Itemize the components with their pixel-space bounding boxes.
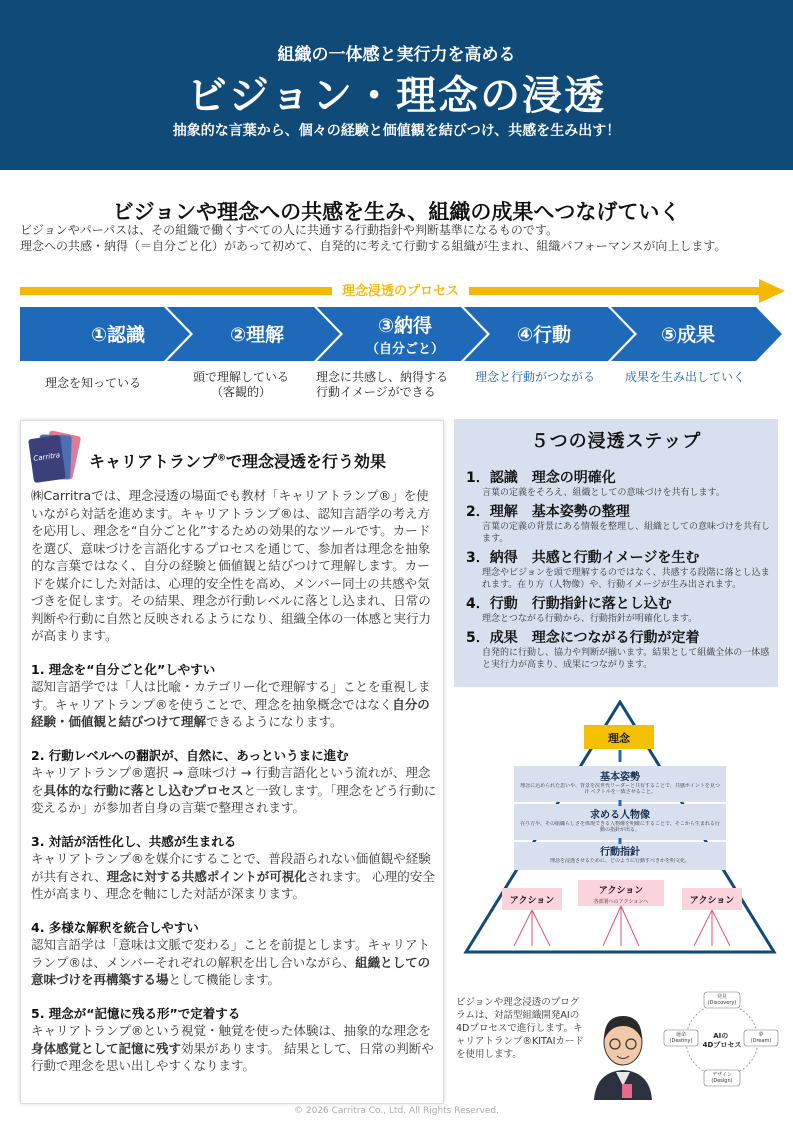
- process-step-4-desc: 理念と行動がつながる: [474, 370, 595, 384]
- effect-text-3: キャリアトランプ®を媒介にすることで、普段語られない価値観や経験が共有され、理念に対する共感ポイントが可視化されます。 心理的安全性が高まり、理念を軸にした対話が深まります。: [31, 851, 435, 901]
- arrow-right-icon: [759, 279, 785, 303]
- list-item: 5．成果 理念につながる行動が定着 自発的に行動し、協力や判断が揃います。結果として組織全体の一体感と実行力が高まり、成果につながります。: [466, 630, 770, 670]
- cycle-node-discovery-line-1: 発見: [716, 994, 728, 1000]
- header-tagline: 抽象的な言葉から、個々の経験と価値観を結びつけ、共感を生み出す！: [172, 123, 621, 139]
- header-banner: [0, 0, 793, 170]
- pyramid-action-2-label: アクション: [598, 886, 644, 896]
- list-item: 4．行動 行動指針に落とし込む 理念とつながる行動から、行動指針が明確化します。: [466, 596, 698, 624]
- list-item: 3．納得 共感と行動イメージを生む 理念やビジョンを頭で理解するのではなく、共感する段階に落とし込まれます。在り方（人物像）や、行動イメージが生み出されます。: [466, 550, 770, 590]
- process-arrow: [20, 279, 785, 303]
- process-step-4-label: ④行動: [516, 324, 572, 346]
- cycle-node-design-line-1: デザイン: [712, 1072, 732, 1078]
- process-step-5-desc: 成果を生み出していく: [624, 370, 745, 384]
- pyramid-level-3-title: 行動指針: [600, 847, 640, 858]
- five-steps-panel: [454, 419, 778, 687]
- section-headline: ビジョンや理念への共感を生み、組織の成果へつなげていく: [112, 200, 681, 224]
- program-note: ビジョンや理念浸透のプログラムは、対話型組織開発AIの4Dプロセスで進行します。キャリアトランプ®KITAIカードを使用します。: [456, 997, 584, 1060]
- pyramid-level-2-title: 求める人物像: [590, 810, 650, 821]
- cycle-center-line-2: 4Dプロセス: [702, 1041, 742, 1049]
- pyramid-action-1-label: アクション: [509, 896, 555, 906]
- pyramid-level-1-desc: 理念に込められた思いや、背景を次世代リーダーと共有することで、共感ポイントを見つけ ベクトルを一致させること。: [520, 783, 720, 795]
- career-trump-logo: [27, 429, 87, 483]
- presenter-illustration: [588, 1000, 658, 1100]
- process-label: 理念浸透のプロセス: [332, 280, 469, 299]
- page-title: ビジョン・理念の浸透: [186, 72, 607, 119]
- effect-heading-2: 2. 行動レベルへの翻訳が、自然に、あっというまに進む: [31, 747, 349, 763]
- cycle-center-line-1: AIの: [713, 1032, 729, 1040]
- cycle-node-discovery-line-2: (Discovery): [707, 1000, 737, 1006]
- effect-text-5: キャリアトランプ®という視覚・触覚を使った体験は、抽象的な理念を身体感覚として記憶に残す効果があります。 結果として、日常の判断や行動で理念を思い出しやすくなります。: [31, 1023, 434, 1073]
- pyramid-level-2-desc: 在り方や、その組織らしさを体現できる人物像を明確にすることで、そこから生まれる行動の指針が出る。: [520, 821, 720, 833]
- cycle-center-label: [703, 1032, 742, 1049]
- pyramid-action-2-sub: 各部署へのアクションへ: [593, 899, 649, 905]
- intro-text: [20, 222, 772, 254]
- pyramid-level-3-desc: 理念を浸透させるために、どのように行動すべきかを明文化。: [550, 858, 690, 864]
- effect-text-4: 認知言語学は「意味は文脈で変わる」ことを前提とします。キャリアトランプ®は、メンバーそれぞれの解釈を出し合いながら、組織としての意味づけを再構築する場として機能します。: [31, 937, 431, 987]
- process-step-1-label: ①認識: [90, 324, 146, 346]
- process-step-1-desc: 理念を知っている: [44, 376, 141, 390]
- presenter-cards: [622, 1084, 632, 1098]
- process-step-2-desc: 頭で理解している （客観的）: [192, 370, 289, 399]
- process-step-3-sub: （自分ごと）: [365, 342, 444, 357]
- cycle-node-destiny-line-1: 運命: [675, 1032, 687, 1038]
- effect-heading-4: 4. 多様な解釈を統合しやすい: [31, 919, 199, 935]
- cycle-node-design-line-2: (Design): [711, 1078, 733, 1084]
- intro-line-2: 理念への共感・納得（＝自分ごと化）があって初めて、自発的に考えて行動する組織が生まれ、組織パフォーマンスが向上します。: [20, 239, 727, 253]
- header-subtitle: 組織の一体感と実行力を高める: [277, 45, 516, 65]
- process-step-5-label: ⑤成果: [660, 324, 716, 346]
- effect-text-2: キャリアトランプ®選択 → 意味づけ → 行動言語化という流れが、理念を具体的な行動に落とし込むプロセスと一致します。「理念をどう行動に変えるか」が参加者自身の言葉で整理されます。: [31, 765, 437, 815]
- process-step-3-desc: 理念に共感し、納得する 行動イメージができる: [316, 370, 449, 399]
- effect-heading-5: 5. 理念が“記憶に残る形”で定着する: [31, 1005, 241, 1021]
- logo-text: Carritra: [28, 435, 66, 483]
- effects-panel: [20, 420, 444, 1104]
- cycle-node-destiny-line-2: (Destiny): [669, 1038, 693, 1044]
- effect-text-1: 認知言語学では「人は比喩・カテゴリー化で理解する」ことを重視します。キャリアトランプ®を使うことで、理念を抽象概念ではなく自分の経験・価値観と結びつけて理解できるようになります。: [31, 679, 431, 729]
- effect-heading-3: 3. 対話が活性化し、共感が生まれる: [31, 833, 237, 849]
- process-step-2-label: ②理解: [229, 324, 285, 346]
- cycle-node-dream-line-2: (Dream): [750, 1038, 772, 1044]
- list-item: 2．理解 基本姿勢の整理 言葉の定義の背景にある情報を整理し、組織としての意味づけを共有します。: [466, 504, 771, 544]
- cycle-node-dream-line-1: 夢: [758, 1032, 764, 1038]
- five-steps-list: [466, 469, 772, 675]
- list-item: 1．認識 理念の明確化 言葉の定義をそろえ、組織としての意味づけを共有します。: [466, 470, 725, 498]
- process-step-3-label: ③納得 （自分ごと）: [345, 311, 465, 357]
- effects-body: [31, 487, 439, 1075]
- intro-line-1: ビジョンやパーパスは、その組織で働くすべての人に共通する行動指針や判断基準になるものです。: [20, 223, 558, 237]
- pyramid-level-1-title: 基本姿勢: [600, 772, 640, 783]
- effect-heading-1: 1. 理念を“自分ごと化”しやすい: [31, 661, 216, 677]
- ai-4d-cycle: [660, 990, 780, 1090]
- five-steps-title: ５つの浸透ステップ: [530, 431, 702, 452]
- copyright-footer: © 2026 Carritra Co., Ltd. All Rights Reserved.: [294, 1106, 499, 1116]
- pyramid-top-label: 理念: [608, 732, 630, 745]
- philosophy-pyramid: [462, 700, 778, 955]
- cycle-node-design: [711, 1071, 732, 1084]
- effects-title: キャリアトランプ®で理念浸透を行う効果: [89, 452, 387, 471]
- effects-lead: ㈱Carritraでは、理念浸透の場面でも教材「キャリアトランプ®」を使いながら対話を進めます。キャリアトランプ®は、認知言語学の考え方を応用し、理念を“自分ごと化”するための効果的なツールです。カードを選び、意味づけを言語化するプロセスを通じて、参加者は理念を抽象的な言葉ではなく、自分の経験と価値観と結びつけて理解します。カードを媒介にした対話は、心理的安全性を高め、メンバー同士の共感や気づきを促します。その結果、理念が行動レベルに落とし込まれ、日常の判断や行動に自然と反映されるようになり、組織全体の一体感と実行力が高まります。: [31, 488, 432, 643]
- pyramid-action-3-label: アクション: [689, 896, 735, 906]
